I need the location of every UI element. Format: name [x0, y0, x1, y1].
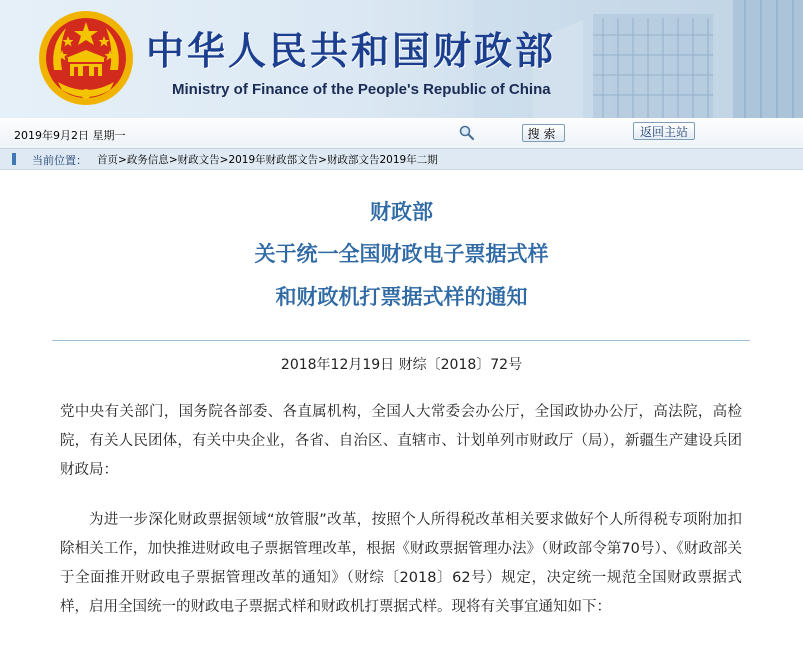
breadcrumb-2019-issue-2[interactable]: 财政部文告2019年二期	[326, 154, 438, 166]
breadcrumb-separator: >	[318, 154, 327, 166]
doc-title-line-2: 关于统一全国财政电子票据式样	[254, 241, 549, 266]
breadcrumb-separator: >	[118, 154, 127, 166]
current-date: 2019年9月2日 星期一	[14, 129, 126, 142]
addressee-paragraph: 党中央有关部门，国务院各部委、各直属机构，全国人大常委会办公厅，全国政协办公厅，高法院，高检院，有关人民团体，有关中央企业，各省、自治区、直辖市、计划单列市财政厅（局），新疆生产建设兵团财政局：	[60, 404, 742, 478]
body-paragraph: 为进一步深化财政票据领域“放管服”改革，按照个人所得税改革相关要求做好个人所得税专项附加扣除相关工作，加快推进财政电子票据管理改革，根据《财政票据管理办法》（财政部令第70号）、《财政部关于全面推开财政电子票据管理改革的通知》（财综〔2018〕62号）规定，决定统一规范全国财政票据式样，启用全国统一的财政电子票据式样和财政机打票据式样。现将有关事宜通知如下：	[60, 512, 742, 615]
site-title-en: Ministry of Finance of the People's Republic of China	[172, 81, 551, 98]
breadcrumb-separator: >	[168, 154, 178, 166]
doc-title-line-1: 财政部	[370, 199, 433, 224]
site-header	[0, 0, 803, 118]
doc-date-number: 2018年12月19日 财综〔2018〕72号	[280, 357, 523, 373]
return-home-button[interactable]: 返回主站	[633, 122, 695, 140]
breadcrumb-separator: >	[219, 154, 229, 166]
breadcrumb	[97, 152, 438, 167]
national-emblem-icon	[36, 8, 136, 108]
site-title-cn: 中华人民共和国财政部	[146, 29, 557, 73]
breadcrumb-marker-icon	[12, 153, 16, 165]
magnifier-icon[interactable]	[458, 124, 476, 142]
breadcrumb-label: 当前位置：	[32, 154, 87, 167]
breadcrumb-2019-notices[interactable]: 2019年财政部文告	[228, 154, 319, 166]
breadcrumb-bar	[0, 149, 803, 170]
title-divider	[52, 340, 750, 341]
breadcrumb-home[interactable]: 首页	[97, 154, 118, 166]
breadcrumb-finance-notices[interactable]: 财政文告	[177, 154, 220, 166]
breadcrumb-gov-info[interactable]: 政务信息	[126, 154, 169, 166]
date-search-bar	[0, 118, 803, 149]
doc-title-line-3: 和财政机打票据式样的通知	[275, 284, 528, 309]
search-button[interactable]: 搜索	[522, 124, 565, 142]
